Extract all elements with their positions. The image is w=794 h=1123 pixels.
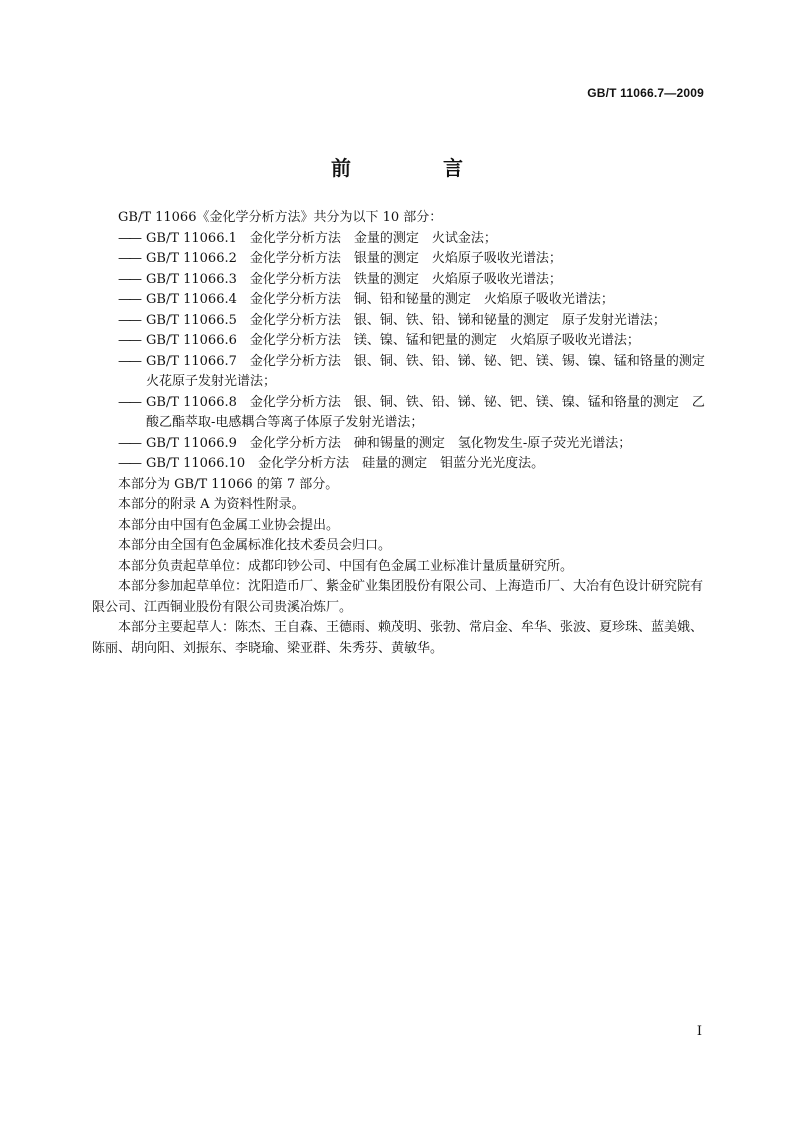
list-item xyxy=(92,290,706,311)
list-item xyxy=(92,311,706,332)
dash-marker: —— xyxy=(118,394,140,410)
proposer-paragraph: 本部分由中国有色金属工业协会提出。 xyxy=(118,517,340,533)
dash-marker: —— xyxy=(118,333,140,348)
list-item xyxy=(92,352,718,393)
parts-list xyxy=(92,229,718,475)
page-title: 前 言 xyxy=(331,156,499,180)
standard-code: GB/T 11066.7—2009 xyxy=(587,86,704,100)
list-item-text: GB/T 11066.4 金化学分析方法 铜、铅和铋量的测定 火焰原子吸收光谱法； xyxy=(146,292,614,307)
list-item xyxy=(92,270,706,291)
dash-marker: —— xyxy=(118,435,140,451)
list-item-text: GB/T 11066.2 金化学分析方法 银量的测定 火焰原子吸收光谱法； xyxy=(146,251,562,266)
dash-marker: —— xyxy=(118,312,140,328)
list-item-text: GB/T 11066.8 金化学分析方法 银、铜、铁、铅、锑、铋、钯、镁、镍、锰和铬量的测定 乙酸乙酯萃取-电感耦合等离子体原子发射光谱法； xyxy=(146,394,705,430)
list-item xyxy=(92,249,706,270)
list-item-text: GB/T 11066.3 金化学分析方法 铁量的测定 火焰原子吸收光谱法； xyxy=(146,271,562,287)
dash-marker: —— xyxy=(118,271,140,287)
list-item xyxy=(92,229,706,250)
list-item-text: GB/T 11066.5 金化学分析方法 银、铜、铁、铅、锑和铋量的测定 原子发射光谱法； xyxy=(146,312,666,328)
dash-marker: —— xyxy=(118,353,140,369)
drafting-unit-paragraph: 本部分负责起草单位：成都印钞公司、中国有色金属工业标准计量质量研究所。 xyxy=(118,558,574,574)
list-item-text: GB/T 11066.10 金化学分析方法 硅量的测定 钼蓝分光光度法。 xyxy=(146,456,545,471)
dash-marker: —— xyxy=(118,456,140,471)
dash-marker: —— xyxy=(118,251,140,266)
list-item-text: GB/T 11066.9 金化学分析方法 砷和锡量的测定 氢化物发生-原子荧光光谱法； xyxy=(146,435,632,451)
document-body xyxy=(92,208,718,659)
dash-marker: —— xyxy=(118,292,140,307)
committee-paragraph: 本部分由全国有色金属标准化技术委员会归口。 xyxy=(118,538,392,553)
part-number-paragraph: 本部分为 GB/T 11066 的第 7 部分。 xyxy=(118,476,339,492)
intro-paragraph: GB/T 11066《金化学分析方法》共分为以下 10 部分： xyxy=(118,210,443,225)
appendix-paragraph: 本部分的附录 A 为资料性附录。 xyxy=(118,497,305,512)
list-item xyxy=(92,434,706,455)
list-item-text: GB/T 11066.6 金化学分析方法 镁、镍、锰和钯量的测定 火焰原子吸收光谱法； xyxy=(146,333,640,348)
list-item-text: GB/T 11066.7 金化学分析方法 银、铜、铁、铅、锑、铋、钯、镁、锡、镍、锰和铬量的测定 火花原子发射光谱法； xyxy=(146,353,718,389)
dash-marker: —— xyxy=(118,230,140,246)
list-item-text: GB/T 11066.1 金化学分析方法 金量的测定 火试金法； xyxy=(146,230,497,246)
participating-units-paragraph: 本部分参加起草单位：沈阳造币厂、紫金矿业集团股份有限公司、上海造币厂、大冶有色设计研究院有限公司、江西铜业股份有限公司贵溪冶炼厂。 xyxy=(92,579,704,615)
drafters-paragraph: 本部分主要起草人：陈杰、王自森、王德雨、赖茂明、张勃、常启金、牟华、张波、夏珍珠、蓝美娥、陈丽、胡向阳、刘振东、李晓瑜、梁亚群、朱秀芬、黄敏华。 xyxy=(92,620,704,656)
page-number: I xyxy=(696,1024,702,1039)
list-item xyxy=(92,454,706,475)
list-item xyxy=(92,393,706,434)
list-item xyxy=(92,331,706,352)
